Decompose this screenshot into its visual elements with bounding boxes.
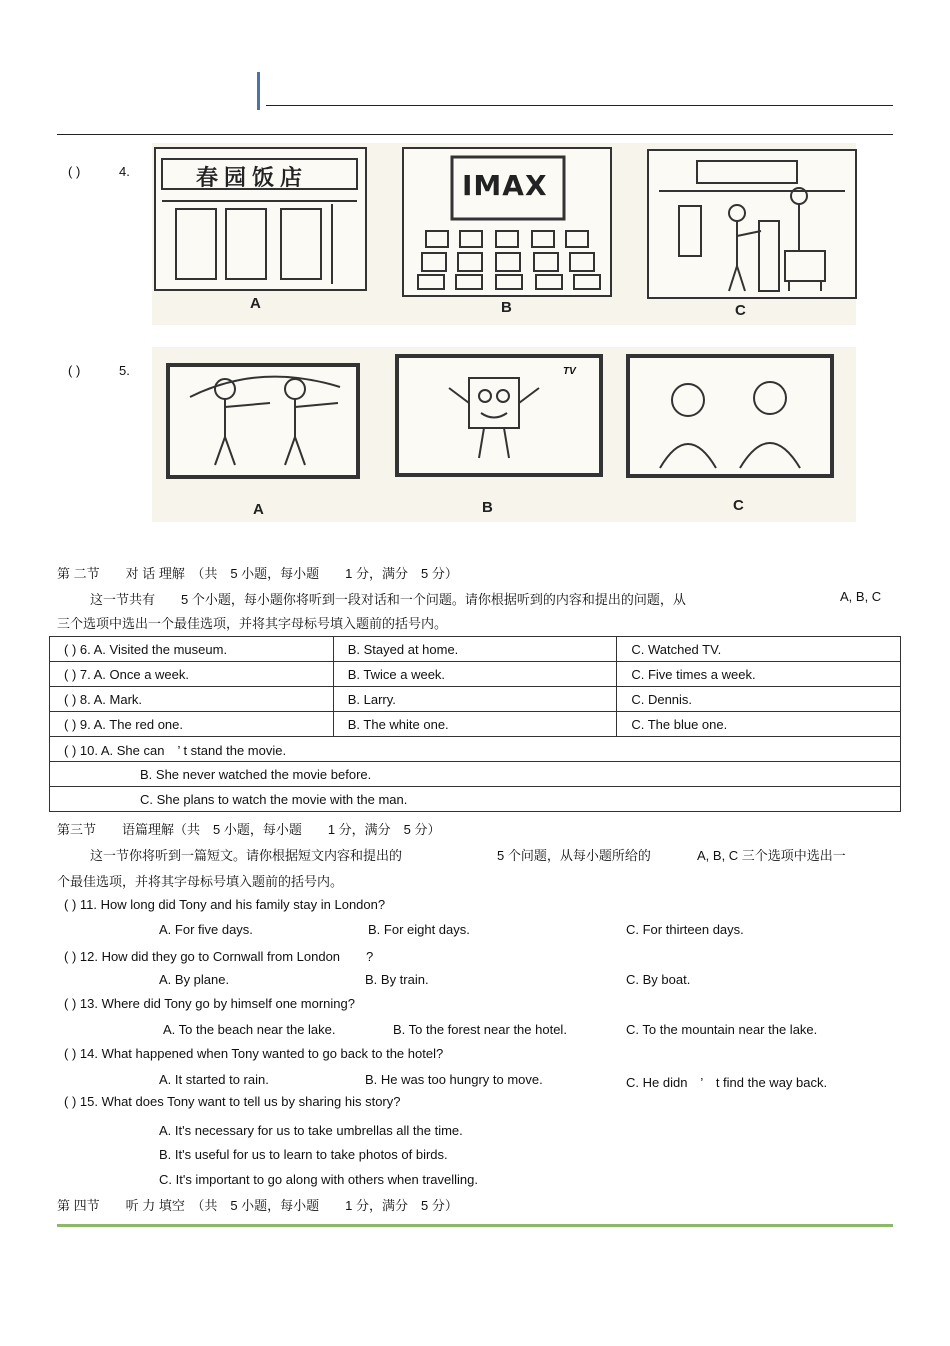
q15-option-a[interactable]: A. It's necessary for us to take umbrellas all the time. (159, 1123, 463, 1138)
section3-instruction-1a: 这一节你将听到一篇短文。请你根据短文内容和提出的 (90, 848, 403, 863)
section2-title: 第 二节 对 话 理解 （共 5 小题，每小题 1 分，满分 5 分） (57, 566, 458, 581)
q15-stem: ( ) 15. What does Tony want to tell us by sharing his story? (64, 1094, 401, 1109)
tv-exercise-drawing (170, 367, 356, 475)
header-divider (57, 134, 893, 135)
q12-option-a[interactable]: A. By plane. (159, 972, 230, 987)
table-row (50, 787, 901, 812)
q12-stem: ( ) 12. How did they go to Cornwall from London ? (64, 949, 374, 964)
q11-stem: ( ) 11. How long did Tony and his family stay in London? (64, 897, 386, 912)
q4-label-b: B (501, 299, 512, 316)
section2-options-table (49, 636, 901, 812)
header-name-line (266, 105, 893, 106)
q10-option-a[interactable]: ( ) 10. A. She can ’ t stand the movie. (50, 737, 901, 762)
q14-stem: ( ) 14. What happened when Tony wanted to go back to the hotel? (64, 1046, 444, 1061)
q6-option-c[interactable]: C. Watched TV. (617, 637, 901, 662)
section3-title: 第三节 语篇理解（共 5 小题，每小题 1 分，满分 5 分） (57, 822, 441, 837)
q7-option-b[interactable]: B. Twice a week. (333, 662, 617, 687)
q8-option-b[interactable]: B. Larry. (333, 687, 617, 712)
tv-news-drawing (630, 358, 830, 474)
q14-option-c[interactable]: C. He didn ’ t find the way back. (626, 1075, 828, 1090)
q4-picture-c[interactable] (647, 149, 857, 299)
q9-option-b[interactable]: B. The white one. (333, 712, 617, 737)
q4-number: 4. (119, 164, 130, 179)
q7-option-c[interactable]: C. Five times a week. (617, 662, 901, 687)
table-row (50, 662, 901, 687)
q7-option-a[interactable]: ( ) 7. A. Once a week. (50, 662, 334, 687)
section2-instruction-2: 三个选项中选出一个最佳选项，并将其字母标号填入题前的括号内。 (57, 616, 448, 631)
q4-picture-a[interactable] (154, 147, 367, 291)
section4-title: 第 四节 听 力 填空 （共 5 小题，每小题 1 分，满分 5 分） (57, 1198, 458, 1213)
q9-option-a[interactable]: ( ) 9. A. The red one. (50, 712, 334, 737)
q12-option-b[interactable]: B. By train. (365, 972, 429, 987)
q10-option-b[interactable]: B. She never watched the movie before. (50, 762, 901, 787)
imax-screen-text: IMAX (462, 169, 548, 202)
section2-instruction-1: 这一节共有 5 个小题，每小题你将听到一段对话和一个问题。请你根据听到的内容和提出的问题，从 (90, 592, 686, 607)
q5-picture-b[interactable] (395, 354, 603, 477)
section3-instruction-1b: 5 个问题，从每小题所给的 (497, 848, 651, 863)
header-accent-bar (257, 72, 260, 110)
q4-picture-b[interactable] (402, 147, 612, 297)
q13-option-c[interactable]: C. To the mountain near the lake. (626, 1022, 818, 1037)
tv-logo-text: TV (563, 366, 576, 377)
q11-option-b[interactable]: B. For eight days. (368, 922, 470, 937)
q11-option-a[interactable]: A. For five days. (159, 922, 253, 937)
q5-picture-c[interactable] (626, 354, 834, 478)
q5-answer-paren[interactable]: ( ) (68, 363, 81, 378)
table-row (50, 637, 901, 662)
q8-option-a[interactable]: ( ) 8. A. Mark. (50, 687, 334, 712)
q5-picture-set (152, 347, 856, 522)
q14-option-b[interactable]: B. He was too hungry to move. (365, 1072, 543, 1087)
q13-option-b[interactable]: B. To the forest near the hotel. (393, 1022, 567, 1037)
q5-picture-a[interactable] (166, 363, 360, 479)
q6-option-b[interactable]: B. Stayed at home. (333, 637, 617, 662)
q9-option-c[interactable]: C. The blue one. (617, 712, 901, 737)
q10-option-c[interactable]: C. She plans to watch the movie with the man. (50, 787, 901, 812)
q13-option-a[interactable]: A. To the beach near the lake. (163, 1022, 336, 1037)
section3-instruction-1c: A, B, C 三个选项中选出一 (697, 848, 846, 863)
q4-picture-set (152, 143, 856, 325)
q11-option-c[interactable]: C. For thirteen days. (626, 922, 744, 937)
q5-label-b: B (482, 499, 493, 516)
q14-option-a[interactable]: A. It started to rain. (159, 1072, 269, 1087)
q13-stem: ( ) 13. Where did Tony go by himself one morning? (64, 996, 355, 1011)
q15-option-b[interactable]: B. It's useful for us to learn to take photos of birds. (159, 1147, 448, 1162)
section2-instruction-options: A, B, C (840, 589, 882, 604)
q5-label-c: C (733, 497, 744, 514)
q4-label-c: C (735, 302, 746, 319)
q6-option-a[interactable]: ( ) 6. A. Visited the museum. (50, 637, 334, 662)
q12-option-c[interactable]: C. By boat. (626, 972, 691, 987)
q15-option-c[interactable]: C. It's important to go along with others when travelling. (159, 1172, 478, 1187)
footer-divider (57, 1224, 893, 1227)
q4-answer-paren[interactable]: ( ) (68, 164, 81, 179)
q5-number: 5. (119, 363, 130, 378)
table-row (50, 712, 901, 737)
section3-instruction-2: 个最佳选项，并将其字母标号填入题前的括号内。 (57, 874, 344, 889)
table-row (50, 762, 901, 787)
q4-label-a: A (250, 295, 261, 312)
table-row (50, 737, 901, 762)
table-row (50, 687, 901, 712)
restaurant-sign-text: 春园饭店 (196, 165, 309, 191)
shop-counter-drawing (649, 151, 855, 297)
q8-option-c[interactable]: C. Dennis. (617, 687, 901, 712)
q5-label-a: A (253, 501, 264, 518)
